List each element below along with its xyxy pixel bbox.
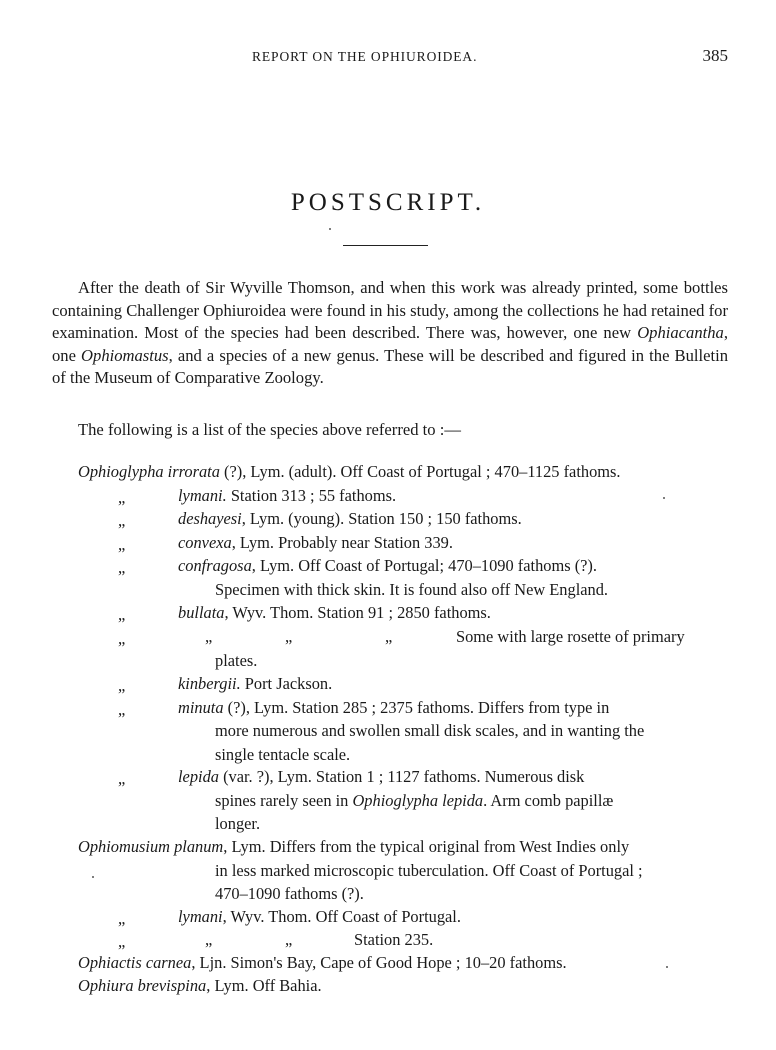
ditto-mark: „ [118, 511, 126, 530]
species-name: kinbergii. [178, 674, 241, 693]
species-name: bullata [178, 603, 225, 622]
ditto-mark: „ [205, 930, 213, 949]
species-detail: , Lym. Probably near Station 339. [231, 532, 453, 552]
intro-mid: , one [52, 323, 728, 365]
page-number: 385 [702, 46, 728, 65]
species-name: convexa [178, 532, 232, 552]
species-detail: (?), Lym. (adult). Off Coast of Portugal ; 470–1125 fathoms. [219, 462, 621, 481]
species-detail: Some with large rosette of primary [456, 627, 685, 646]
species-detail-cont: in less marked microscopic tuberculation. Off Coast of Portugal ; [215, 860, 643, 880]
genus-ophiacantha: Ophiacantha [637, 323, 724, 343]
species-name: Ophioglypha irrorata [78, 462, 220, 481]
species-name: minuta [178, 697, 224, 717]
page-header [0, 46, 776, 70]
list-intro: The following is a list of the species above referred to :— [78, 420, 461, 439]
print-speck [663, 497, 665, 499]
species-detail-cont: . Arm comb papillæ [483, 790, 614, 810]
species-detail: , Lym. (young). Station 150 ; 150 fathoms. [241, 509, 522, 528]
species-detail: , Wyv. Thom. Station 91 ; 2850 fathoms. [224, 603, 491, 622]
title-rule [343, 245, 428, 246]
species-detail: Station 313 ; 55 fathoms. [226, 485, 397, 505]
species-name: lymani. [178, 485, 227, 505]
section-title: POSTSCRIPT. [290, 189, 486, 216]
ditto-mark: „ [285, 627, 293, 646]
species-detail-cont: plates. [215, 650, 258, 670]
species-name: Ophiura brevispina [78, 976, 207, 995]
species-detail: Port Jackson. [240, 674, 333, 693]
ditto-mark: „ [205, 627, 213, 646]
species-detail: (?), Lym. Station 285 ; 2375 fathoms. Differs from type in [223, 697, 610, 717]
ditto-mark: „ [118, 487, 126, 507]
species-detail: , Wyv. Thom. Off Coast of Portugal. [222, 907, 461, 926]
species-name: confragosa [178, 556, 252, 575]
species-detail: Station 235. [354, 930, 434, 949]
ditto-mark: „ [118, 932, 126, 951]
ditto-mark: „ [118, 558, 126, 577]
species-name: lepida [178, 767, 219, 786]
print-speck [92, 876, 94, 878]
running-head: REPORT ON THE OPHIUROIDEA. [252, 49, 478, 64]
species-detail: (var. ?), Lym. Station 1 ; 1127 fathoms. Numerous disk [218, 767, 585, 786]
intro-tail: , and a species of a new genus. These will be described and figured in the Bulletin of the Museum of Comparative Zoology. [52, 345, 728, 388]
ditto-mark: „ [118, 629, 126, 648]
print-speck [329, 228, 331, 230]
species-detail: , Ljn. Simon's Bay, Cape of Good Hope ; 10–20 fathoms. [191, 953, 567, 972]
species-name: Ophioglypha lepida [352, 790, 484, 810]
intro-paragraph [52, 277, 728, 390]
species-detail-cont: single tentacle scale. [215, 744, 351, 764]
ditto-mark: „ [118, 909, 126, 928]
species-detail-cont: Specimen with thick skin. It is found also off New England. [215, 579, 609, 599]
ditto-mark: „ [118, 534, 126, 554]
species-name: lymani [178, 907, 223, 926]
ditto-mark: „ [118, 699, 126, 719]
species-detail-cont: more numerous and swollen small disk scales, and in wanting the [215, 721, 645, 740]
species-detail: , Lym. Differs from the typical original from West Indies only [223, 837, 630, 856]
print-speck [666, 966, 668, 968]
ditto-mark: „ [118, 605, 126, 624]
species-name: deshayesi [178, 509, 242, 528]
species-detail: , Lym. Off Coast of Portugal; 470–1090 fathoms (?). [251, 556, 597, 575]
species-detail: , Lym. Off Bahia. [206, 976, 322, 995]
species-detail-cont: 470–1090 fathoms (?). [215, 884, 364, 903]
ditto-mark: „ [285, 930, 293, 949]
species-detail-cont: spines rarely seen in [215, 790, 353, 810]
species-name: Ophiomusium planum [78, 837, 224, 856]
ditto-mark: „ [118, 676, 126, 695]
species-detail-cont: longer. [215, 814, 261, 833]
species-name: Ophiactis carnea [78, 953, 192, 972]
intro-text: After the death of Sir Wyville Thomson, and when this work was already printed, some bottles containing Challenger Ophiuroidea were found in his study, among the collections he had retained for examination. Most of the species had been described. There was, however, one new [52, 278, 728, 343]
genus-ophiomastus: Ophiomastus [81, 345, 169, 365]
ditto-mark: „ [385, 627, 393, 646]
ditto-mark: „ [118, 769, 126, 788]
